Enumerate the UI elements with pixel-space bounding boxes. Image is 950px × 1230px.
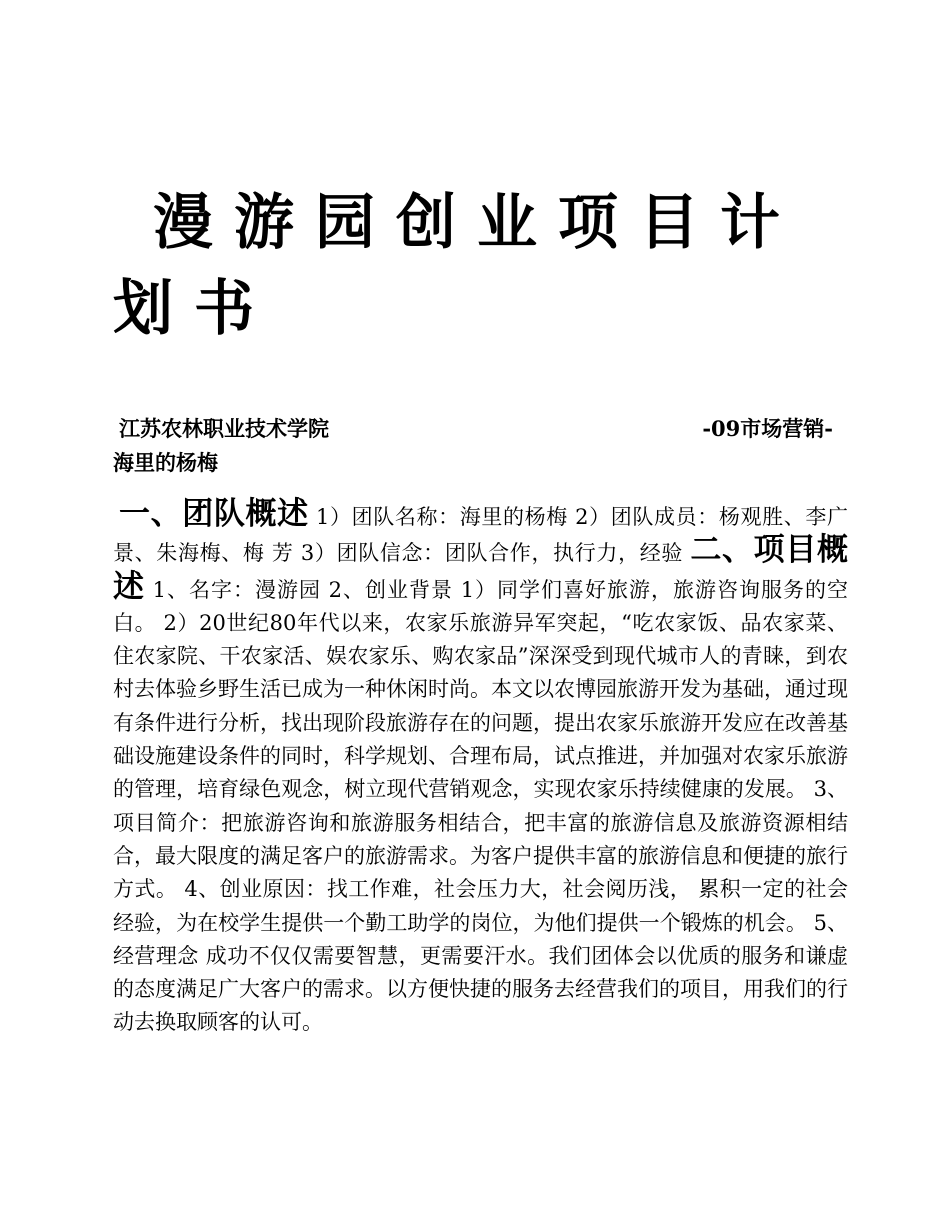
section-heading-project-overview: 二、项目概述 bbox=[113, 532, 848, 605]
section-text-project-overview: 1、名字：漫游园 2、创业背景 1）同学们喜好旅游，旅游咨询服务的空白。 2）20世纪80年代以来，农家乐旅游异军突起，“吃农家饭、品农家菜、住农家院、干农家活、娱农家乐、购农家品”深深受到现代城市人的青睐，到农村去体验乡野生活已成为一种休闲时尚。本文以农博园旅游开发为基础，通过现有条件进行分析，找出现阶段旅游存在的问题，提出农家乐旅游开发应在改善基础设施建设条件的同时，科学规划、合理布局，试点推进，并加强对农家乐旅游的管理，培育绿色观念，树立现代营销观念，实现农家乐持续健康的发展。 3、项目简介：把旅游咨询和旅游服务相结合，把丰富的旅游信息及旅游资源相结合，最大限度的满足客户的旅游需求。为客户提供丰富的旅游信息和便捷的旅行方式。 4、创业原因：找工作难，社会压力大，社会阅历浅， 累积一定的社会经验，为在校学生提供一个勤工助学的岗位，为他们提供一个锻炼的机会。 5、经营理念 成功不仅仅需要智慧，更需要汗水。我们团体会以优质的服务和谦虚的态度满足广大客户的需求。以方便快捷的服务去经营我们的项目，用我们的行动去换取顾客的认可。 bbox=[113, 577, 848, 1035]
document-body bbox=[113, 498, 848, 1040]
section-text-team-overview: 1）团队名称：海里的杨梅 2）团队成员：杨观胜、李广景、朱海梅、梅 芳 3）团队信念：团队合作，执行力，经验 bbox=[113, 505, 849, 566]
team-label: 海里的杨梅 bbox=[113, 450, 218, 475]
section-heading-team-overview: 一、团队概述 bbox=[119, 496, 309, 532]
author-info-line bbox=[113, 412, 833, 446]
document-title: 漫游园创业项目计划书 bbox=[113, 188, 801, 344]
major-name: -09市场营销- bbox=[702, 416, 833, 441]
school-name: 江苏农林职业技术学院 bbox=[119, 416, 329, 441]
author-info bbox=[113, 412, 833, 480]
